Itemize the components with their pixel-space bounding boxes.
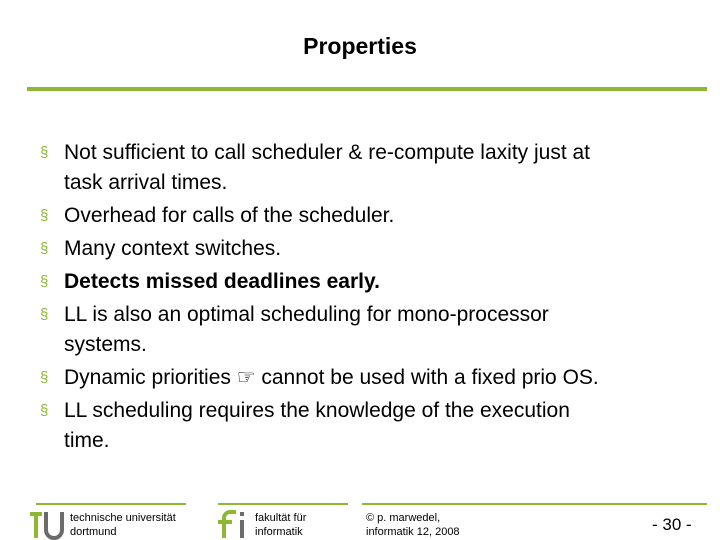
bullet-marker-icon: §: [40, 273, 49, 290]
faculty-line-1: fakultät für: [255, 512, 307, 524]
footer-divider: [36, 503, 186, 505]
bullet-text: Dynamic priorities: [64, 366, 237, 389]
bullet-text: Detects missed deadlines early.: [64, 270, 380, 293]
bullet-marker-icon: §: [40, 369, 49, 386]
bullet-text-continued: time.: [64, 429, 110, 452]
bullet-marker-icon: §: [40, 306, 49, 323]
title-divider: [27, 87, 707, 91]
bullet-text: Not sufficient to call scheduler & re-compute laxity just at: [64, 141, 591, 164]
bullet-marker-icon: §: [40, 207, 49, 224]
footer-divider: [362, 503, 707, 505]
university-line-1: technische universität: [70, 512, 176, 524]
fi-logo-icon: [216, 508, 252, 540]
bullet-text-continued: task arrival times.: [64, 171, 228, 194]
faculty-line-2: informatik: [255, 526, 303, 538]
page-number: - 30 -: [652, 515, 692, 534]
bullet-item: [40, 234, 700, 264]
footer-divider: [218, 503, 348, 505]
footer-author: [366, 511, 460, 539]
bullet-marker-icon: §: [40, 240, 49, 257]
bullet-text-continued: systems.: [64, 333, 147, 356]
bullet-text: Many context switches.: [64, 237, 282, 260]
bullet-item: [40, 396, 700, 456]
bullet-text: LL scheduling requires the knowledge of the execution: [64, 399, 570, 422]
bullet-text: LL is also an optimal scheduling for mono-processor: [64, 303, 549, 326]
bullet-marker-icon: §: [40, 402, 49, 419]
bullet-item: [40, 363, 700, 393]
bullet-item: [40, 300, 700, 360]
bullet-text: Overhead for calls of the scheduler.: [64, 204, 395, 227]
slide-title: Properties: [303, 33, 417, 59]
bullet-item: [40, 267, 700, 297]
bullet-item: [40, 201, 700, 231]
bullet-item: [40, 138, 700, 198]
bullet-list: [40, 138, 700, 459]
author-line-1: © p. marwedel,: [366, 512, 441, 524]
author-line-2: informatik 12, 2008: [366, 526, 460, 538]
bullet-text-continued: cannot be used with a fixed prio OS.: [255, 366, 599, 389]
bullet-marker-icon: §: [40, 144, 49, 161]
university-line-2: dortmund: [70, 526, 117, 538]
footer-university: [70, 511, 176, 539]
tu-logo-icon: [28, 508, 68, 540]
pointing-hand-icon: ☞: [236, 366, 256, 389]
footer-faculty: [255, 511, 306, 539]
